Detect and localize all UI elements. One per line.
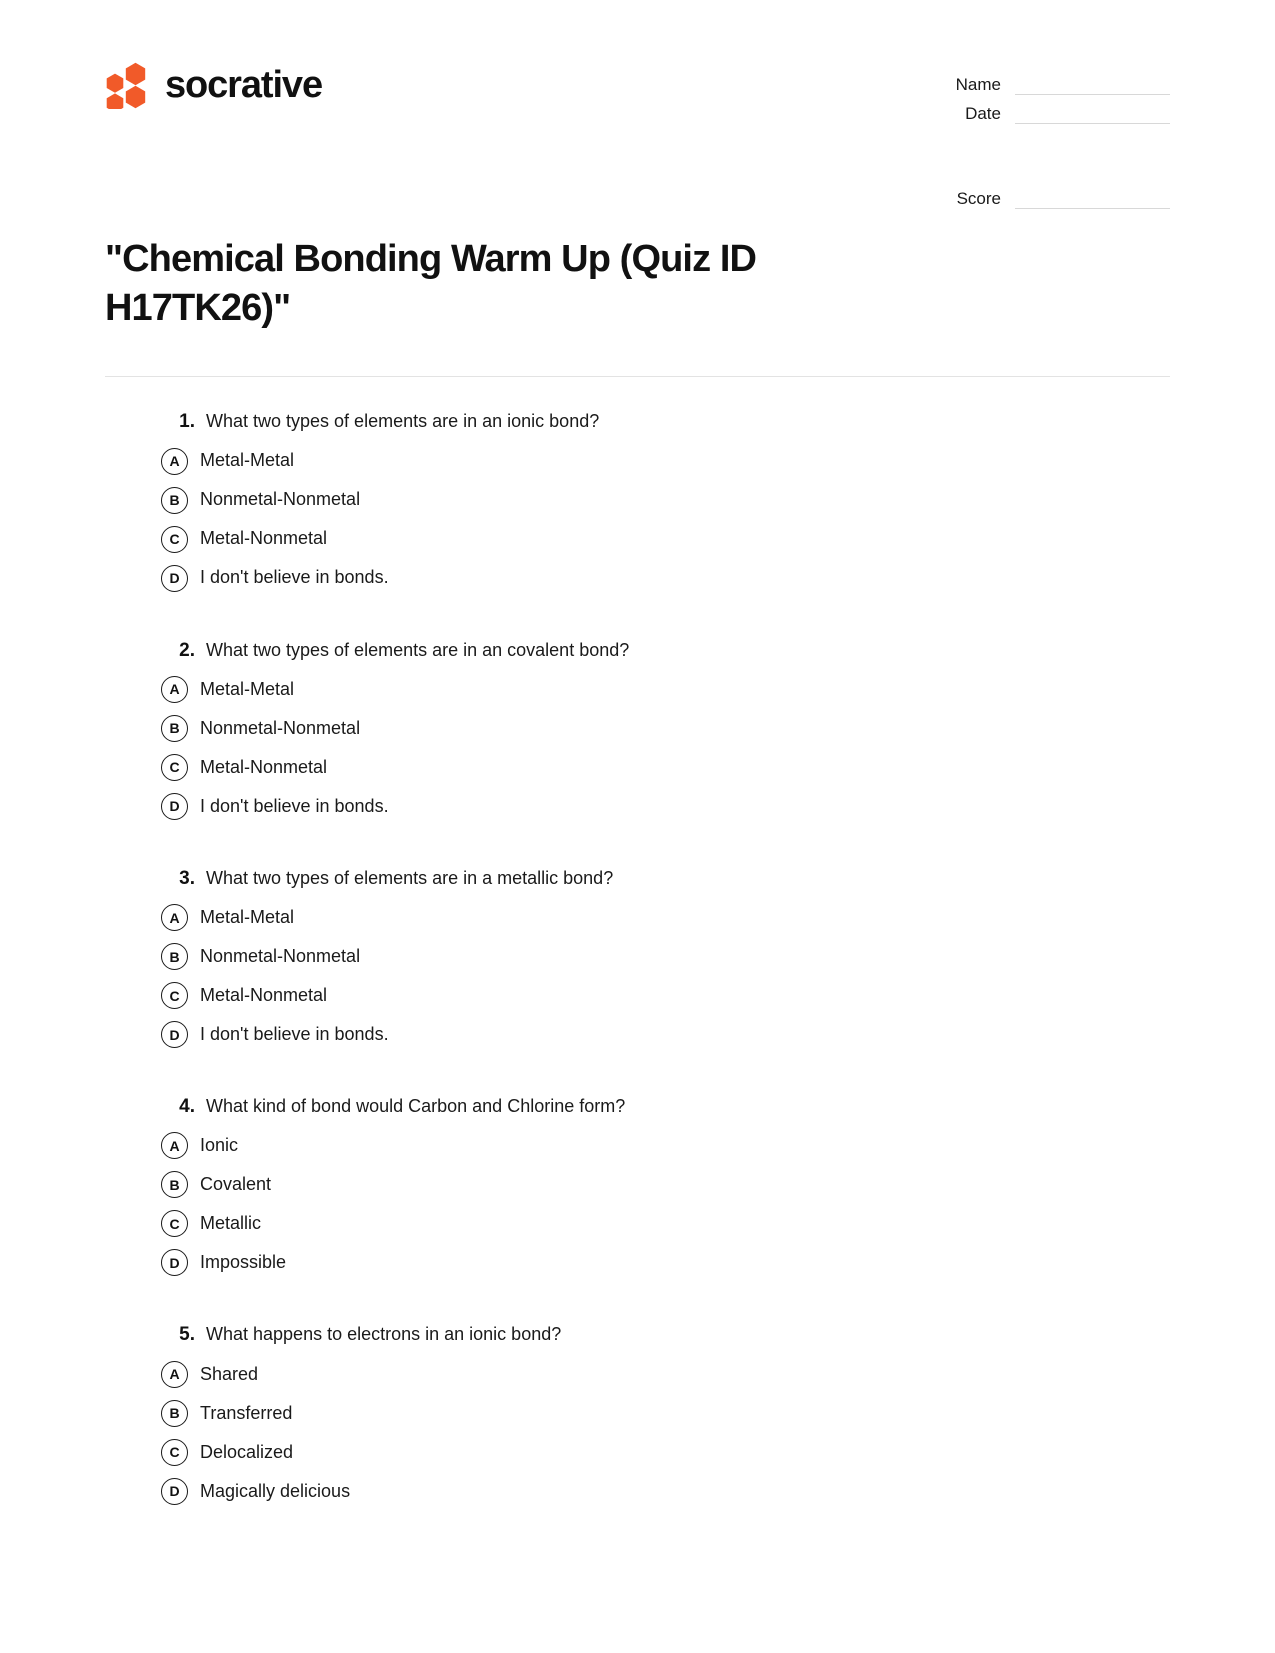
answer-option[interactable] bbox=[105, 1249, 1170, 1276]
answer-option[interactable] bbox=[105, 793, 1170, 820]
answer-option[interactable] bbox=[105, 1171, 1170, 1198]
answer-option[interactable] bbox=[105, 715, 1170, 742]
socrative-brand bbox=[105, 62, 322, 109]
score-field-row bbox=[938, 188, 1170, 209]
option-bubble-a[interactable]: A bbox=[161, 676, 188, 703]
question-number: 5. bbox=[179, 1324, 195, 1346]
question-header bbox=[105, 638, 1170, 662]
question-number: 2. bbox=[179, 639, 195, 661]
option-bubble-c[interactable]: C bbox=[161, 1210, 188, 1237]
option-label: I don't believe in bonds. bbox=[200, 1023, 389, 1044]
option-label: Metal-Metal bbox=[200, 678, 295, 699]
option-label: Metal-Nonmetal bbox=[200, 756, 328, 777]
question-block bbox=[105, 1094, 1170, 1276]
answer-option[interactable] bbox=[105, 487, 1170, 514]
question-block bbox=[105, 1322, 1170, 1504]
option-label: Metal-Nonmetal bbox=[200, 984, 328, 1005]
score-input-line[interactable] bbox=[1015, 188, 1170, 209]
answer-option[interactable] bbox=[105, 1400, 1170, 1427]
question-number: 1. bbox=[179, 411, 195, 433]
option-label: Shared bbox=[200, 1363, 259, 1384]
socrative-hexagon-logo-icon bbox=[105, 62, 149, 109]
option-bubble-b[interactable]: B bbox=[161, 487, 188, 514]
option-bubble-d[interactable]: D bbox=[161, 1021, 188, 1048]
option-bubble-c[interactable]: C bbox=[161, 526, 188, 553]
option-label: Ionic bbox=[200, 1135, 239, 1156]
name-label: Name bbox=[955, 74, 1001, 94]
option-bubble-d[interactable]: D bbox=[161, 1478, 188, 1505]
option-bubble-a[interactable]: A bbox=[161, 1132, 188, 1159]
name-field-row bbox=[938, 74, 1170, 95]
question-block bbox=[105, 866, 1170, 1048]
option-bubble-b[interactable]: B bbox=[161, 943, 188, 970]
answer-option[interactable] bbox=[105, 676, 1170, 703]
student-meta-fields bbox=[938, 62, 1170, 217]
question-block bbox=[105, 409, 1170, 591]
quiz-title: "Chemical Bonding Warm Up (Quiz ID H17TK26)" bbox=[105, 238, 757, 329]
answer-option[interactable] bbox=[105, 904, 1170, 931]
answer-option[interactable] bbox=[105, 943, 1170, 970]
question-text: What two types of elements are in an covalent bond? bbox=[206, 639, 630, 660]
option-bubble-a[interactable]: A bbox=[161, 1361, 188, 1388]
answer-option[interactable] bbox=[105, 754, 1170, 781]
option-label: Nonmetal-Nonmetal bbox=[200, 489, 361, 510]
option-bubble-c[interactable]: C bbox=[161, 1439, 188, 1466]
questions-list bbox=[105, 377, 1170, 1504]
question-text: What happens to electrons in an ionic bond? bbox=[206, 1324, 562, 1345]
question-text: What two types of elements are in an ionic bond? bbox=[206, 411, 600, 432]
question-text: What kind of bond would Carbon and Chlorine form? bbox=[206, 1096, 626, 1117]
option-bubble-b[interactable]: B bbox=[161, 1171, 188, 1198]
question-header bbox=[105, 409, 1170, 433]
brand-wordmark: socrative bbox=[165, 63, 322, 106]
answer-option[interactable] bbox=[105, 1361, 1170, 1388]
option-bubble-a[interactable]: A bbox=[161, 448, 188, 475]
option-bubble-d[interactable]: D bbox=[161, 793, 188, 820]
answer-option[interactable] bbox=[105, 1210, 1170, 1237]
title-block bbox=[105, 235, 805, 332]
answer-option[interactable] bbox=[105, 448, 1170, 475]
option-label: Delocalized bbox=[200, 1441, 294, 1462]
answer-option[interactable] bbox=[105, 526, 1170, 553]
question-number: 3. bbox=[179, 867, 195, 889]
answer-option[interactable] bbox=[105, 565, 1170, 592]
option-bubble-a[interactable]: A bbox=[161, 904, 188, 931]
option-label: Metal-Nonmetal bbox=[200, 528, 328, 549]
option-label: Transferred bbox=[200, 1402, 293, 1423]
option-bubble-c[interactable]: C bbox=[161, 982, 188, 1009]
option-label: I don't believe in bonds. bbox=[200, 795, 389, 816]
option-bubble-b[interactable]: B bbox=[161, 715, 188, 742]
date-label: Date bbox=[965, 103, 1001, 123]
question-text: What two types of elements are in a metallic bond? bbox=[206, 867, 614, 888]
answer-option[interactable] bbox=[105, 1478, 1170, 1505]
option-label: Metallic bbox=[200, 1213, 262, 1234]
question-block bbox=[105, 638, 1170, 820]
question-number: 4. bbox=[179, 1096, 195, 1118]
option-bubble-c[interactable]: C bbox=[161, 754, 188, 781]
option-bubble-b[interactable]: B bbox=[161, 1400, 188, 1427]
option-label: Nonmetal-Nonmetal bbox=[200, 945, 361, 966]
answer-option[interactable] bbox=[105, 1439, 1170, 1466]
name-input-line[interactable] bbox=[1015, 74, 1170, 95]
answer-option[interactable] bbox=[105, 1021, 1170, 1048]
date-field-row bbox=[938, 103, 1170, 124]
option-label: Nonmetal-Nonmetal bbox=[200, 717, 361, 738]
option-label: I don't believe in bonds. bbox=[200, 567, 389, 588]
date-input-line[interactable] bbox=[1015, 103, 1170, 124]
answer-option[interactable] bbox=[105, 1132, 1170, 1159]
option-label: Metal-Metal bbox=[200, 906, 295, 927]
option-label: Metal-Metal bbox=[200, 450, 295, 471]
option-bubble-d[interactable]: D bbox=[161, 1249, 188, 1276]
question-header bbox=[105, 866, 1170, 890]
question-header bbox=[105, 1094, 1170, 1118]
option-label: Covalent bbox=[200, 1174, 272, 1195]
option-label: Magically delicious bbox=[200, 1480, 351, 1501]
answer-option[interactable] bbox=[105, 982, 1170, 1009]
score-label: Score bbox=[956, 188, 1001, 208]
page-header bbox=[105, 0, 1170, 217]
option-label: Impossible bbox=[200, 1252, 287, 1273]
question-header bbox=[105, 1322, 1170, 1346]
option-bubble-d[interactable]: D bbox=[161, 565, 188, 592]
